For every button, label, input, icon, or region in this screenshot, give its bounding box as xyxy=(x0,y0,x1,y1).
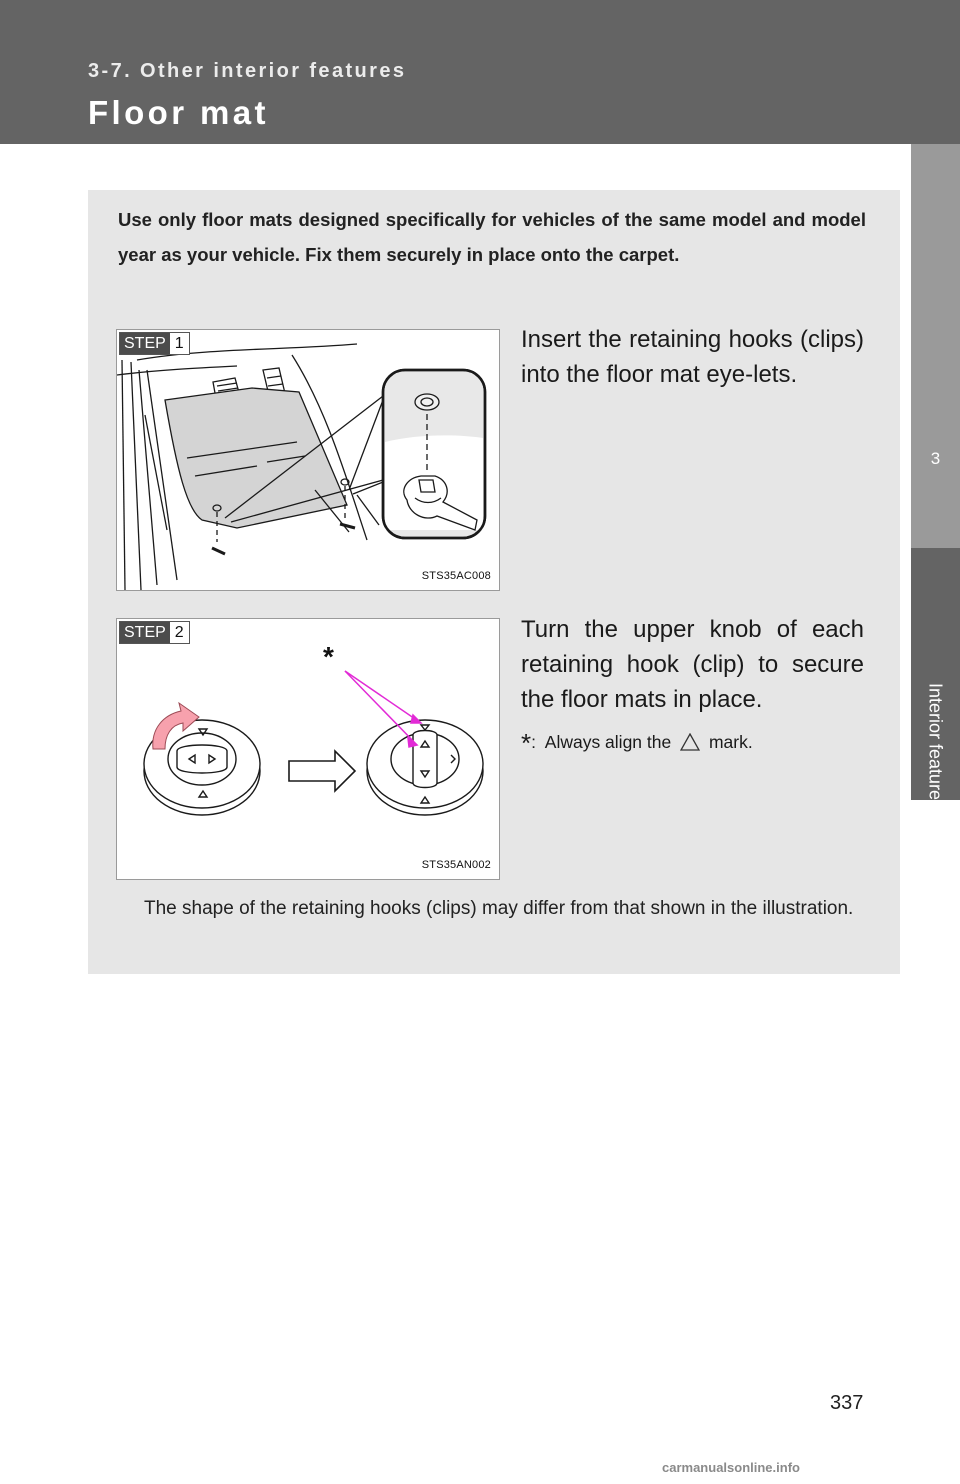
step1-badge-word: STEP xyxy=(120,333,170,354)
intro-text: Use only floor mats designed specifically for vehicles of the same model and model year as your vehicle. Fix them securely in place onto the carpet. xyxy=(118,209,866,265)
chapter-number: 3 xyxy=(930,449,941,468)
step2-badge-number: 2 xyxy=(174,624,184,641)
floor-mat-eyelet-drawing xyxy=(117,330,500,591)
watermark: carmanualsonline.info xyxy=(662,1460,800,1475)
chapter-name: Interior features xyxy=(925,682,946,810)
step2-badge xyxy=(119,621,190,644)
footnote-text: The shape of the retaining hooks (clips) may differ from that shown in the illustration. xyxy=(144,898,854,919)
step1-text: Insert the retaining hooks (clips) into the floor mat eye-lets. xyxy=(521,326,864,388)
step1-badge-number: 1 xyxy=(174,335,184,352)
note-marker: * xyxy=(521,728,532,758)
step2-text: Turn the upper knob of each retaining hook (clip) to secure the floor mats in place. xyxy=(521,616,864,713)
step1-illustration xyxy=(116,329,500,591)
note-separator: : xyxy=(531,732,536,752)
step2-badge-word: STEP xyxy=(120,622,170,643)
step1-figure-code: STS35AC008 xyxy=(421,570,491,582)
side-tab-upper xyxy=(911,144,960,548)
page-number: 337 xyxy=(830,1392,864,1414)
note-text-before: Always align the xyxy=(544,732,672,752)
alignment-note xyxy=(521,728,753,759)
triangle-outline-icon xyxy=(680,733,700,756)
step2-illustration xyxy=(116,618,500,880)
section-label: 3-7. Other interior features xyxy=(88,60,407,82)
step1-badge xyxy=(119,332,190,355)
step2-figure-marker: * xyxy=(323,641,334,672)
step2-figure-code: STS35AN002 xyxy=(421,859,491,871)
page-title: Floor mat xyxy=(88,94,269,131)
hook-knob-turn-drawing xyxy=(117,619,500,880)
page-header xyxy=(0,0,960,144)
note-text-after: mark. xyxy=(708,732,753,752)
